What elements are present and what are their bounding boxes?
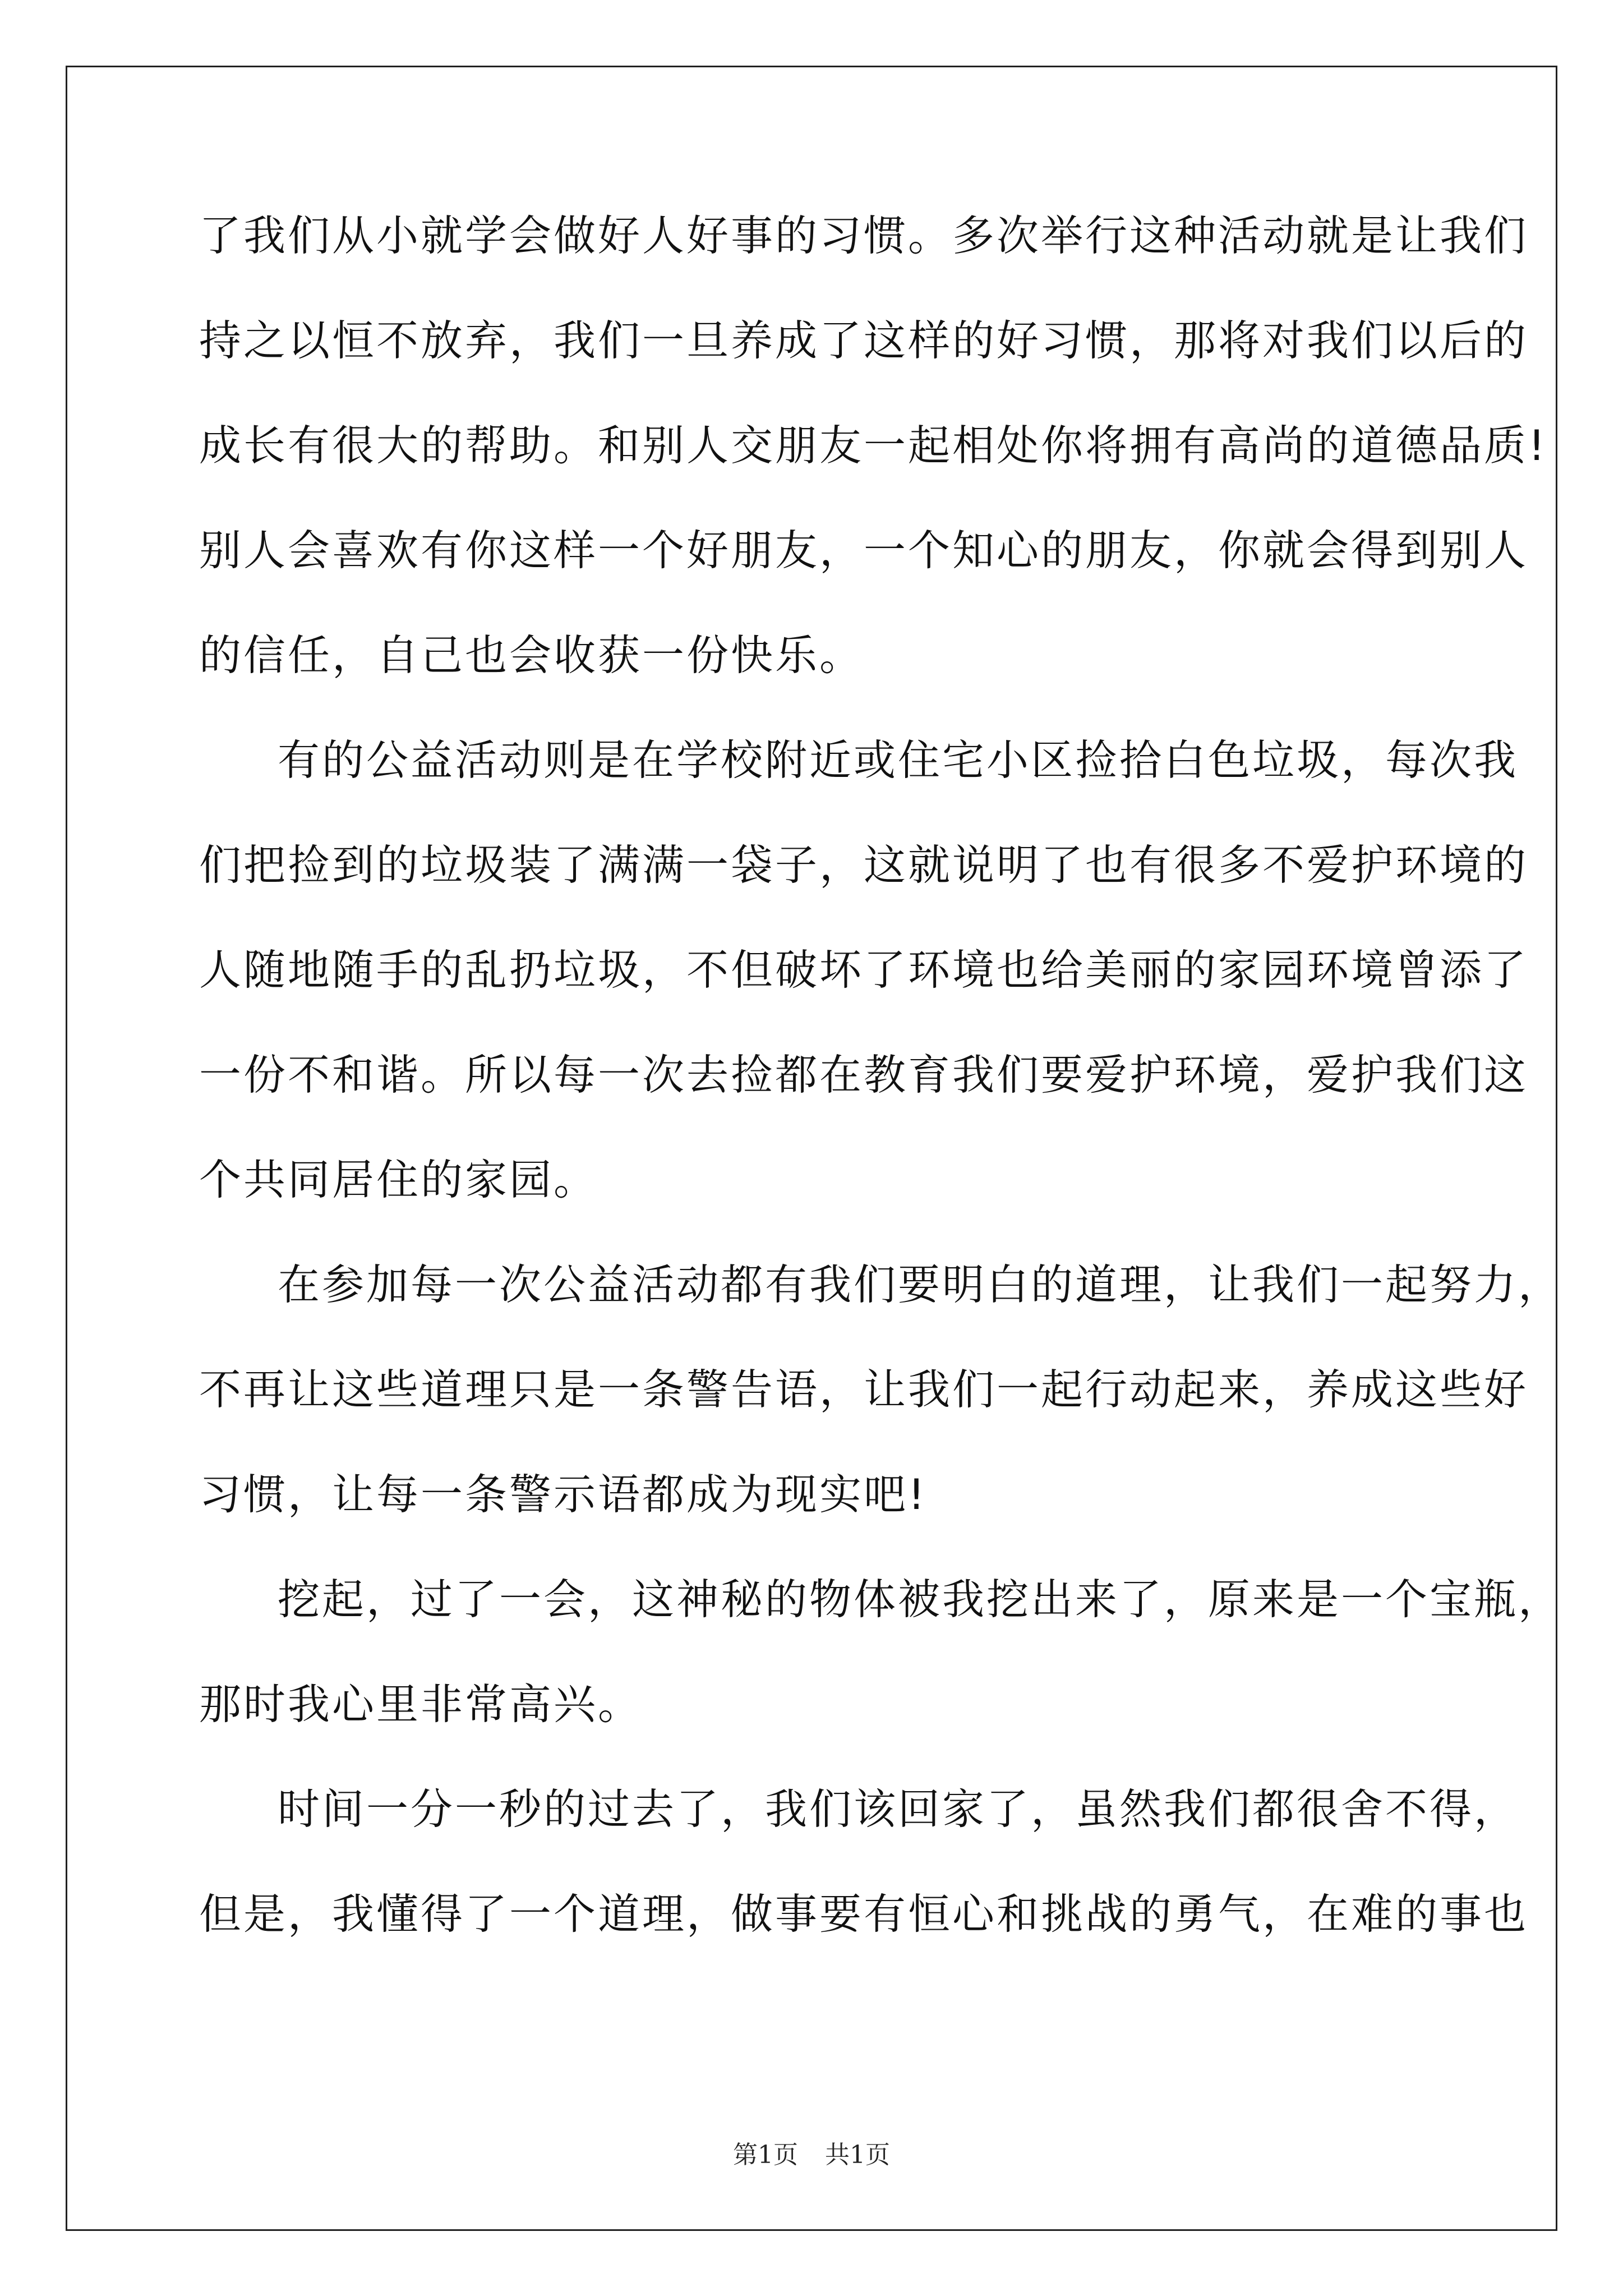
page-number: 第1页	[733, 2141, 798, 2169]
paragraph-first-line: 时间一分一秒的过去了，我们该回家了，虽然我们都很舍不得，	[278, 1784, 1519, 1834]
text-line: 们把捡到的垃圾装了满满一袋子，这就说明了也有很多不爱护环境的	[199, 840, 1529, 890]
paragraph-first-line: 有的公益活动则是在学校附近或住宅小区捡拾白色垃圾，每次我	[278, 735, 1519, 785]
paragraph-first-line: 在参加每一次公益活动都有我们要明白的道理，让我们一起努力，	[278, 1260, 1563, 1309]
page-count: 共1页	[825, 2141, 890, 2169]
text-line: 别人会喜欢有你这样一个好朋友，一个知心的朋友，你就会得到别人	[199, 526, 1529, 575]
text-line: 不再让这些道理只是一条警告语，让我们一起行动起来，养成这些好	[199, 1365, 1529, 1414]
text-line: 了我们从小就学会做好人好事的习惯。多次举行这种活动就是让我们	[199, 211, 1529, 260]
text-line: 习惯，让每一条警示语都成为现实吧!	[199, 1470, 928, 1519]
page-footer	[0, 2134, 1623, 2170]
text-line: 个共同居住的家园。	[199, 1155, 598, 1204]
text-line: 持之以恒不放弃，我们一旦养成了这样的好习惯，那将对我们以后的	[199, 316, 1529, 365]
text-line: 的信任，自己也会收获一份快乐。	[199, 631, 864, 680]
document-body	[199, 208, 1563, 1991]
text-line: 人随地随手的乱扔垃圾，不但破坏了环境也给美丽的家园环境曾添了	[199, 945, 1529, 995]
text-line: 但是，我懂得了一个道理，做事要有恒心和挑战的勇气，在难的事也	[199, 1889, 1529, 1939]
text-line: 那时我心里非常高兴。	[199, 1680, 643, 1729]
paragraph-first-line: 挖起，过了一会，这神秘的物体被我挖出来了，原来是一个宝瓶，	[278, 1575, 1563, 1624]
text-line: 成长有很大的帮助。和别人交朋友一起相处你将拥有高尚的道德品质!	[199, 421, 1548, 470]
text-line: 一份不和谐。所以每一次去捡都在教育我们要爱护环境，爱护我们这	[199, 1050, 1529, 1099]
